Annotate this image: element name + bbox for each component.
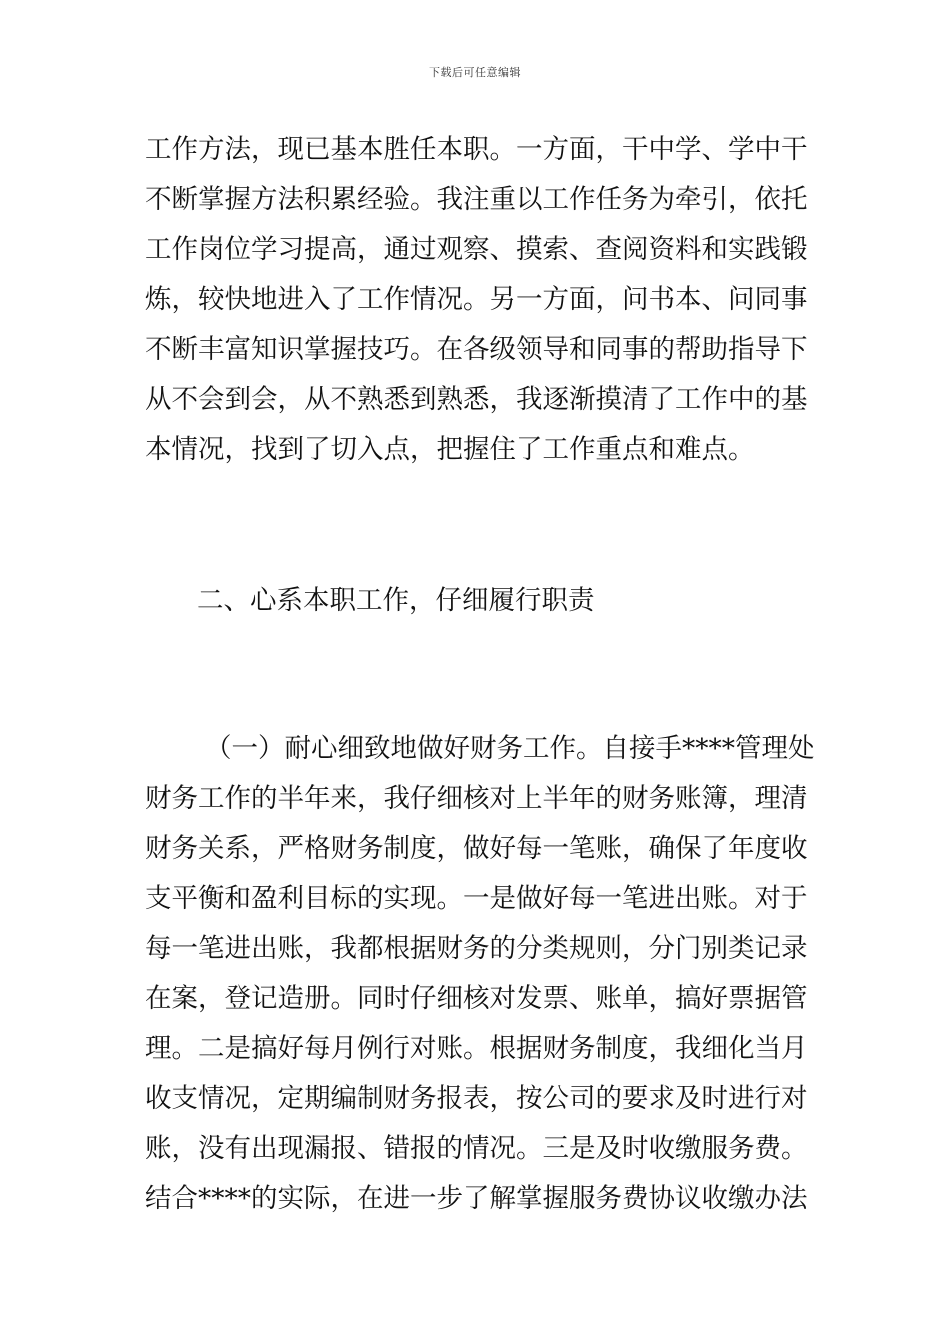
text-line: 在案，登记造册。同时仔细核对发票、账单，搞好票据管	[145, 983, 808, 1014]
text-line: 从不会到会，从不熟悉到熟悉，我逐渐摸清了工作中的基	[145, 384, 808, 415]
text-line: 工作方法，现已基本胜任本职。一方面，干中学、学中干	[145, 134, 808, 165]
text-line: （一）耐心细致地做好财务工作。自接手****管理处	[205, 733, 815, 764]
section-heading: 二、心系本职工作，仔细履行职责	[197, 585, 595, 616]
text-line: 炼，较快地进入了工作情况。另一方面，问书本、问同事	[145, 284, 808, 315]
text-line: 不断掌握方法积累经验。我注重以工作任务为牵引，依托	[145, 184, 808, 215]
text-line: 账，没有出现漏报、错报的情况。三是及时收缴服务费。	[145, 1133, 808, 1164]
text-line: 不断丰富知识掌握技巧。在各级领导和同事的帮助指导下	[145, 334, 808, 365]
text-line: 每一笔进出账，我都根据财务的分类规则，分门别类记录	[145, 933, 808, 964]
page-header: 下载后可任意编辑	[429, 66, 521, 79]
text-line: 工作岗位学习提高，通过观察、摸索、查阅资料和实践锻	[145, 234, 808, 265]
text-line: 本情况，找到了切入点，把握住了工作重点和难点。	[145, 434, 755, 465]
text-line: 财务关系，严格财务制度，做好每一笔账，确保了年度收	[145, 833, 808, 864]
text-line: 支平衡和盈利目标的实现。一是做好每一笔进出账。对于	[145, 883, 808, 914]
text-line: 收支情况，定期编制财务报表，按公司的要求及时进行对	[145, 1083, 808, 1114]
text-line: 理。二是搞好每月例行对账。根据财务制度，我细化当月	[145, 1033, 808, 1064]
text-line: 结合****的实际，在进一步了解掌握服务费协议收缴办法	[145, 1183, 808, 1214]
text-line: 财务工作的半年来，我仔细核对上半年的财务账簿，理清	[145, 783, 808, 814]
